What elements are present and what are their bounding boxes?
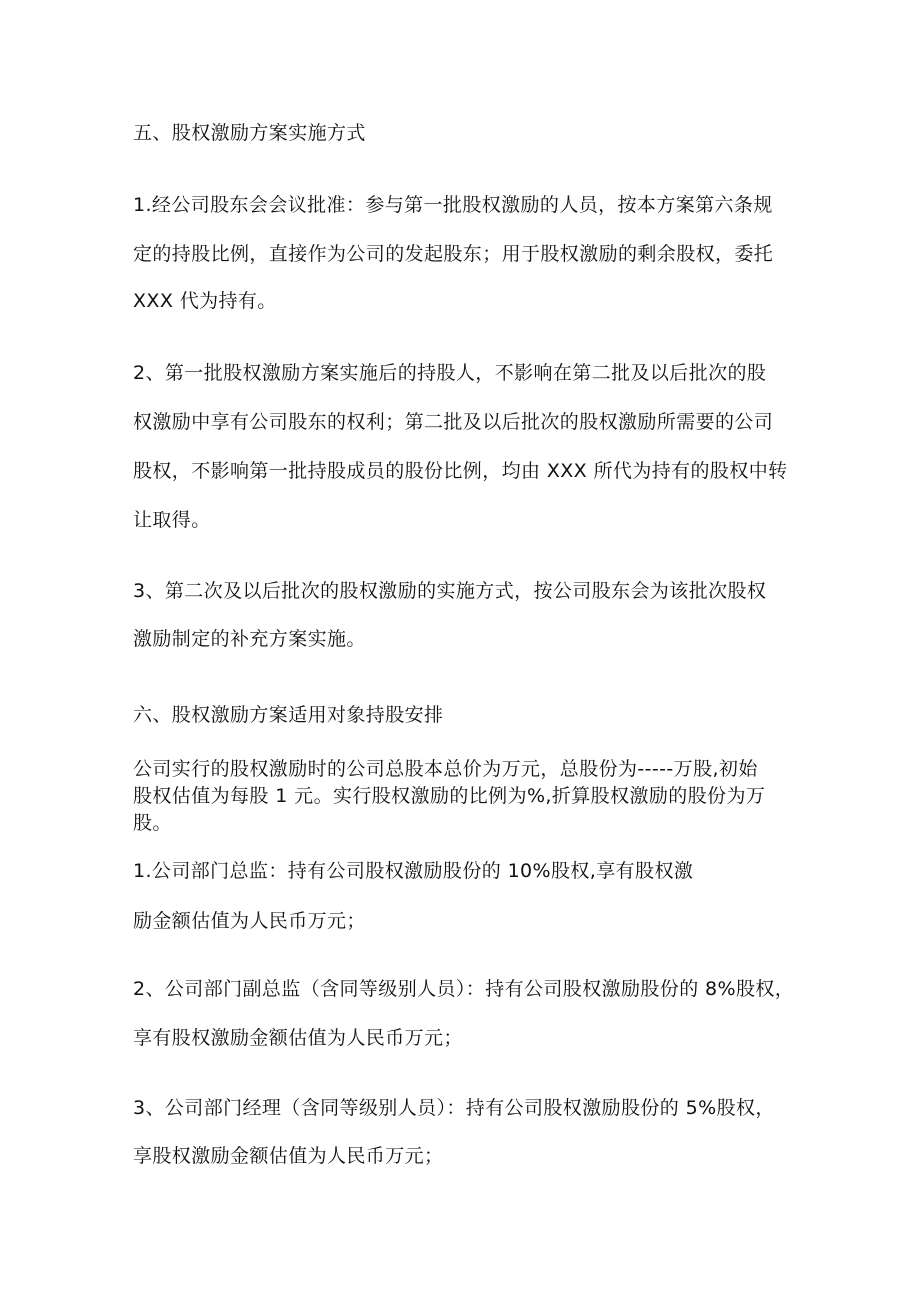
section-6-intro-line-2: 股权估值为每股 1 元。实行股权激励的比例为%,折算股权激励的股份为万 <box>133 785 766 807</box>
section-5-paragraph-1-line-3: XXX 代为持有。 <box>133 290 277 312</box>
section-6-item-2-line-1: 2、公司部门副总监（含同等级别人员）：持有公司股权激励股份的 8%股权， <box>133 978 795 1000</box>
section-6-intro-line-3: 股。 <box>133 812 172 834</box>
section-5-paragraph-1-line-1: 1.经公司股东会会议批准：参与第一批股权激励的人员，按本方案第六条规 <box>133 194 773 216</box>
section-5-paragraph-2-line-3: 股权，不影响第一批持股成员的股份比例，均由 XXX 所代为持有的股权中转 <box>133 460 788 482</box>
section-5-heading: 五、股权激励方案实施方式 <box>133 122 366 144</box>
section-6-item-3-line-1: 3、公司部门经理（含同等级别人员）：持有公司股权激励股份的 5%股权， <box>133 1097 775 1119</box>
section-6-item-2-line-2: 享有股权激励金额估值为人民币万元； <box>133 1027 463 1049</box>
section-6-item-1-line-1: 1.公司部门总监：持有公司股权激励股份的 10%股权,享有股权激 <box>133 860 694 882</box>
section-5-paragraph-3-line-1: 3、第二次及以后批次的股权激励的实施方式，按公司股东会为该批次股权 <box>133 580 767 602</box>
section-5-paragraph-1-line-2: 定的持股比例，直接作为公司的发起股东；用于股权激励的剩余股权，委托 <box>133 243 774 265</box>
section-6-item-1-line-2: 励金额估值为人民币万元； <box>133 910 366 932</box>
section-5-paragraph-2-line-2: 权激励中享有公司股东的权利；第二批及以后批次的股权激励所需要的公司 <box>133 411 774 433</box>
section-6-item-3-line-2: 享股权激励金额估值为人民币万元； <box>133 1145 444 1167</box>
section-6-heading: 六、股权激励方案适用对象持股安排 <box>133 704 444 726</box>
section-5-paragraph-2-line-4: 让取得。 <box>133 509 211 531</box>
section-6-intro-line-1: 公司实行的股权激励时的公司总股本总价为万元，总股份为-----万股,初始 <box>133 758 758 780</box>
section-5-paragraph-3-line-2: 激励制定的补充方案实施。 <box>133 628 366 650</box>
section-5-paragraph-2-line-1: 2、第一批股权激励方案实施后的持股人，不影响在第二批及以后批次的股 <box>133 362 767 384</box>
